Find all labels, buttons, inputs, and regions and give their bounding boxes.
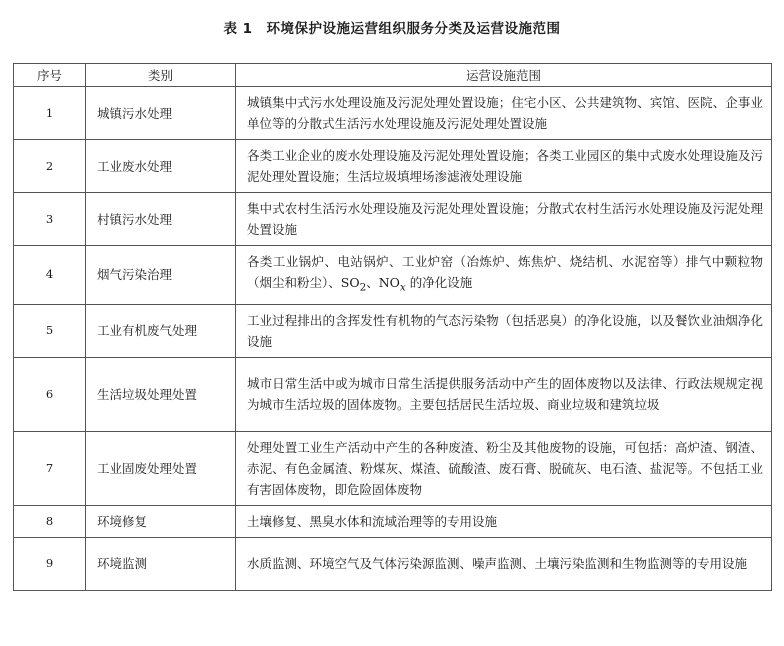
row-number: 8 <box>14 505 86 537</box>
header-row <box>14 64 772 87</box>
row-scope: 各类工业企业的废水处理设施及污泥处理处置设施；各类工业园区的集中式废水处理设施及污泥处理处置设施；生活垃圾填埋场渗滤液处理设施 <box>236 140 772 193</box>
row-scope: 处理处置工业生产活动中产生的各种废渣、粉尘及其他废物的设施，可包括：高炉渣、钢渣、赤泥、有色金属渣、粉煤灰、煤渣、硫酸渣、废石膏、脱硫灰、电石渣、盐泥等。不包括工业有害固体废物，即危险固体废物 <box>236 431 772 505</box>
service-classification-table <box>13 63 772 591</box>
table-title: 环境保护设施运营组织服务分类及运营设施范围 <box>266 21 561 37</box>
row-category: 烟气污染治理 <box>86 246 236 305</box>
so2-subscript: 2 <box>359 281 367 294</box>
row-scope: 工业过程排出的含挥发性有机物的气态污染物（包括恶臭）的净化设施，以及餐饮业油烟净化设施 <box>236 304 772 357</box>
row-category: 工业固废处理处置 <box>86 431 236 505</box>
row-category: 环境修复 <box>86 505 236 537</box>
table-row <box>14 537 772 590</box>
row-number: 4 <box>14 246 86 305</box>
scope-text: 、NO <box>366 275 400 290</box>
row-category: 村镇污水处理 <box>86 193 236 246</box>
row-category: 城镇污水处理 <box>86 87 236 140</box>
row-number: 9 <box>14 537 86 590</box>
table-row <box>14 193 772 246</box>
header-scope: 运营设施范围 <box>236 64 772 87</box>
table-number: 表 1 <box>223 21 253 37</box>
row-category: 工业有机废气处理 <box>86 304 236 357</box>
row-scope: 城市日常生活中或为城市日常生活提供服务活动中产生的固体废物以及法律、行政法规规定视为城市生活垃圾的固体废物。主要包括居民生活垃圾、商业垃圾和建筑垃圾 <box>236 357 772 431</box>
header-category: 类别 <box>86 64 236 87</box>
row-number: 7 <box>14 431 86 505</box>
table-row <box>14 505 772 537</box>
table-row <box>14 87 772 140</box>
row-category: 工业废水处理 <box>86 140 236 193</box>
row-scope: 水质监测、环境空气及气体污染源监测、噪声监测、土壤污染监测和生物监测等的专用设施 <box>236 537 772 590</box>
row-scope <box>236 246 772 305</box>
table-row <box>14 246 772 305</box>
row-scope: 集中式农村生活污水处理设施及污泥处理处置设施；分散式农村生活污水处理设施及污泥处理处置设施 <box>236 193 772 246</box>
row-scope: 土壤修复、黑臭水体和流域治理等的专用设施 <box>236 505 772 537</box>
row-number: 5 <box>14 304 86 357</box>
row-number: 3 <box>14 193 86 246</box>
header-no: 序号 <box>14 64 86 87</box>
row-number: 6 <box>14 357 86 431</box>
nox-subscript: x <box>399 281 406 294</box>
row-category: 生活垃圾处理处置 <box>86 357 236 431</box>
table-row <box>14 357 772 431</box>
row-number: 2 <box>14 140 86 193</box>
table-row <box>14 304 772 357</box>
row-category: 环境监测 <box>86 537 236 590</box>
scope-text: 各类工业锅炉、电站锅炉、工业炉窑（冶炼炉、炼焦炉、烧结机、水泥窑等）排气中颗粒物（烟尘和粉尘）、SO <box>247 254 763 290</box>
row-scope: 城镇集中式污水处理设施及污泥处理处置设施；住宅小区、公共建筑物、宾馆、医院、企事业单位等的分散式生活污水处理设施及污泥处理处置设施 <box>236 87 772 140</box>
table-caption <box>0 17 784 37</box>
scope-text: 的净化设施 <box>405 275 473 290</box>
table-row <box>14 431 772 505</box>
row-number: 1 <box>14 87 86 140</box>
table-row <box>14 140 772 193</box>
